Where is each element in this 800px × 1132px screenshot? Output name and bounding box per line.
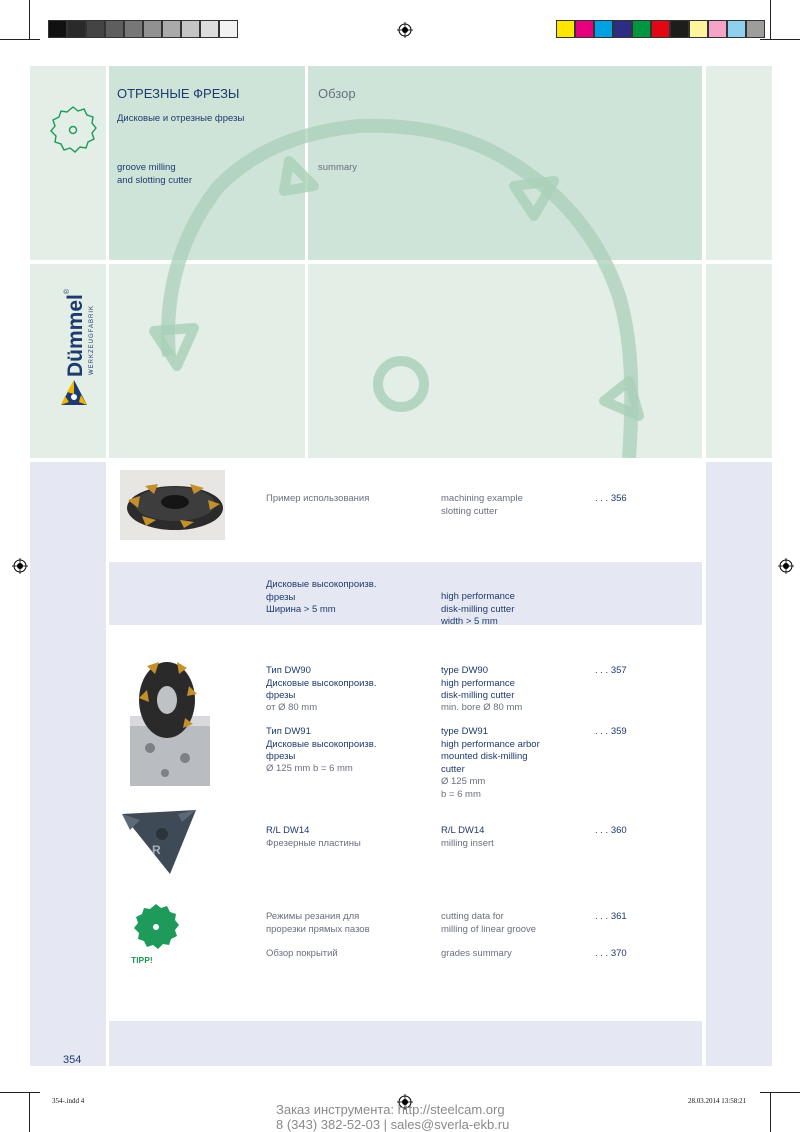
crop-mark xyxy=(760,1092,800,1093)
saw-blade-watermark-icon xyxy=(109,66,702,458)
image-right-panel xyxy=(706,264,772,458)
header-right-panel xyxy=(706,66,772,260)
dw14-label-ru: R/L DW14 xyxy=(266,825,310,836)
color-swatch xyxy=(105,20,124,38)
brand-registered-mark: ® xyxy=(64,288,71,295)
color-swatch xyxy=(575,20,594,38)
insert-letter: R xyxy=(152,843,161,857)
color-swatch xyxy=(143,20,162,38)
right-margin-panel xyxy=(706,462,772,1066)
color-swatch xyxy=(86,20,105,38)
crop-mark xyxy=(29,0,30,40)
example-label-ru: Пример использования xyxy=(266,493,370,504)
cutting-data-label-en: cutting data for milling of linear groove xyxy=(441,911,537,935)
dw14-label-en: R/L DW14 xyxy=(441,825,485,836)
page-reference[interactable]: . . . 356 xyxy=(595,493,627,504)
dw91-size-en: Ø 125 mm b = 6 mm xyxy=(441,776,486,800)
color-swatch xyxy=(594,20,613,38)
disk-milling-cutter-photo xyxy=(125,658,215,793)
color-swatch xyxy=(48,20,67,38)
dw14-type-ru: Фрезерные пластины xyxy=(266,838,361,849)
tipp-label: TIPP! xyxy=(131,955,153,965)
dw90-size-en: min. bore Ø 80 mm xyxy=(441,702,523,713)
dw91-label-en: type DW91 high performance arbor mounted disk-milling cutter xyxy=(441,726,540,775)
green-saw-tip-icon xyxy=(132,903,180,951)
page-reference[interactable]: . . . 359 xyxy=(595,726,627,737)
brand-logo xyxy=(56,280,96,380)
color-swatch xyxy=(162,20,181,38)
section-subtitle: Дисковые и отрезные фрезы xyxy=(117,113,245,124)
order-link[interactable]: Заказ инструмента: http://steelcam.org xyxy=(276,1102,505,1117)
category-label-en: high performance disk-milling cutter width > 5 mm xyxy=(441,591,515,627)
section-title: ОТРЕЗНЫЕ ФРЕЗЫ xyxy=(117,86,240,101)
grades-label-en: grades summary xyxy=(441,948,512,959)
overview-subtitle: summary xyxy=(318,162,358,173)
dw90-label-ru: Тип DW90 Дисковые высокопроизв. фрезы xyxy=(266,665,377,701)
contact-info[interactable]: 8 (343) 382-52-03 | sales@sverla-ekb.ru xyxy=(276,1117,510,1132)
crop-mark xyxy=(29,1092,30,1132)
example-label-en: machining example slotting cutter xyxy=(441,493,523,517)
registration-mark-icon xyxy=(397,22,413,38)
dw91-label-ru: Тип DW91 Дисковые высокопроизв. фрезы xyxy=(266,726,377,762)
page-reference[interactable]: . . . 357 xyxy=(595,665,627,676)
left-margin-panel xyxy=(30,462,106,1066)
section-title-english: groove milling and slotting cutter xyxy=(117,162,192,186)
crop-mark xyxy=(0,1092,40,1093)
dw14-type-en: milling insert xyxy=(441,838,494,849)
color-swatch xyxy=(632,20,651,38)
color-swatch xyxy=(670,20,689,38)
crop-mark xyxy=(760,39,800,40)
brand-triangle-logo-icon xyxy=(59,378,89,408)
crop-mark xyxy=(770,1092,771,1132)
page-reference[interactable]: . . . 360 xyxy=(595,825,627,836)
color-swatch xyxy=(67,20,86,38)
category-band xyxy=(109,562,702,625)
color-swatch xyxy=(219,20,238,38)
crop-mark xyxy=(770,0,771,40)
dw90-size-ru: от Ø 80 mm xyxy=(266,702,318,713)
color-swatch xyxy=(708,20,727,38)
crop-mark xyxy=(0,39,40,40)
color-swatch xyxy=(556,20,575,38)
brand-name: Dümmel xyxy=(64,294,87,377)
page-number: 354 xyxy=(63,1054,82,1066)
milling-insert-photo xyxy=(120,808,200,878)
slotting-cutter-photo xyxy=(120,470,225,540)
color-swatch xyxy=(727,20,746,38)
overview-title: Обзор xyxy=(318,86,356,101)
cutting-data-label-ru: Режимы резания для прорезки прямых пазов xyxy=(266,911,370,935)
color-swatch xyxy=(689,20,708,38)
registration-mark-icon xyxy=(12,558,28,574)
page-reference[interactable]: . . . 361 xyxy=(595,911,627,922)
header-side-panel xyxy=(30,66,106,260)
category-label-ru: Дисковые высокопроизв. фрезы Ширина > 5 mm xyxy=(266,579,377,615)
dw91-size-ru: Ø 125 mm b = 6 mm xyxy=(266,763,353,774)
print-timestamp: 28.03.2014 13:58:21 xyxy=(688,1097,747,1105)
brand-subtitle: WERKZEUGFABRIK xyxy=(89,304,95,375)
footer-band xyxy=(109,1021,702,1066)
file-slug: 354-.indd 4 xyxy=(52,1097,85,1105)
page-reference[interactable]: . . . 370 xyxy=(595,948,627,959)
color-swatch xyxy=(200,20,219,38)
color-swatch xyxy=(746,20,765,38)
color-swatch xyxy=(124,20,143,38)
color-swatch xyxy=(651,20,670,38)
color-swatch xyxy=(613,20,632,38)
registration-mark-icon xyxy=(778,558,794,574)
grades-label-ru: Обзор покрытий xyxy=(266,948,338,959)
color-swatch xyxy=(181,20,200,38)
dw90-label-en: type DW90 high performance disk-milling cutter xyxy=(441,665,515,701)
saw-blade-icon xyxy=(47,104,99,156)
